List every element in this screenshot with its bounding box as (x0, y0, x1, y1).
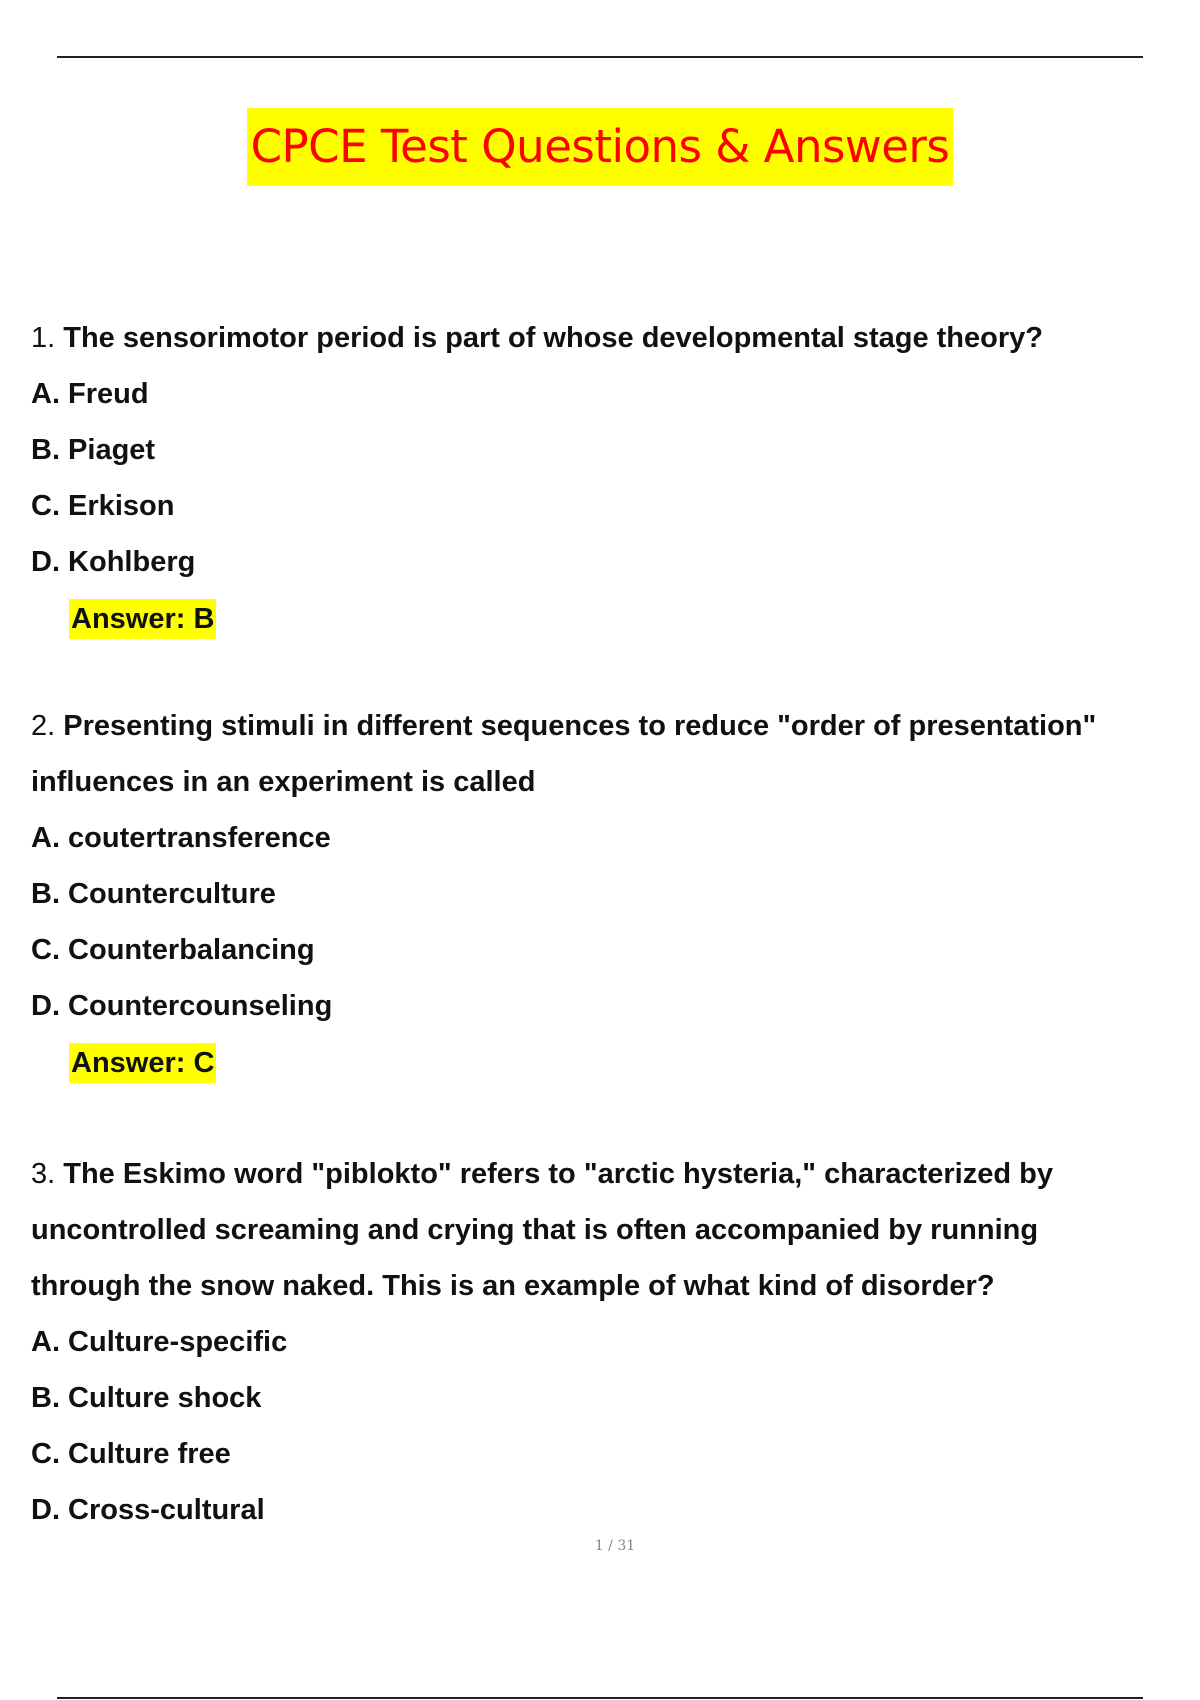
option-c: C. Culture free (31, 1438, 231, 1470)
option-c: C. Erkison (31, 490, 175, 522)
answer-highlight: Answer: B (69, 599, 216, 639)
question-text: The sensorimotor period is part of whose developmental stage theory? (55, 322, 1043, 354)
question-2 (31, 698, 1191, 1090)
answer-highlight: Answer: C (69, 1043, 216, 1083)
question-stem-line (31, 1146, 1191, 1202)
document-title: CPCE Test Questions & Answers (247, 108, 954, 186)
question-text-continued: uncontrolled screaming and crying that is often accompanied by running (31, 1214, 1039, 1246)
question-stem-line (31, 310, 1191, 366)
page-number: 1 / 31 (594, 1538, 636, 1554)
question-3 (31, 1146, 1191, 1538)
top-rule (57, 56, 1143, 58)
question-text-continued: through the snow naked. This is an example of what kind of disorder? (31, 1270, 995, 1302)
question-number: 3. (31, 1158, 56, 1190)
option-b: B. Counterculture (31, 878, 276, 910)
question-number: 2. (31, 710, 56, 742)
option-c: C. Counterbalancing (31, 934, 315, 966)
title-wrap (0, 108, 1200, 186)
option-b: B. Culture shock (31, 1382, 262, 1414)
question-1 (31, 310, 1191, 646)
question-text: The Eskimo word "piblokto" refers to "arctic hysteria," characterized by (55, 1158, 1053, 1190)
option-d: D. Countercounseling (31, 990, 333, 1022)
option-a: A. coutertransference (31, 822, 331, 854)
option-a: A. Freud (31, 378, 149, 410)
answer-row (31, 1034, 1191, 1090)
option-a: A. Culture-specific (31, 1326, 288, 1358)
questions-list (31, 310, 1191, 1538)
option-d: D. Cross-cultural (31, 1494, 265, 1526)
question-stem-line (31, 698, 1191, 754)
option-b: B. Piaget (31, 434, 156, 466)
question-text: Presenting stimuli in different sequences to reduce "order of presentation" (55, 710, 1097, 742)
bottom-rule (57, 1697, 1143, 1699)
answer-row (31, 590, 1191, 646)
option-d: D. Kohlberg (31, 546, 196, 578)
question-number: 1. (31, 322, 56, 354)
question-text-continued: influences in an experiment is called (31, 766, 536, 798)
